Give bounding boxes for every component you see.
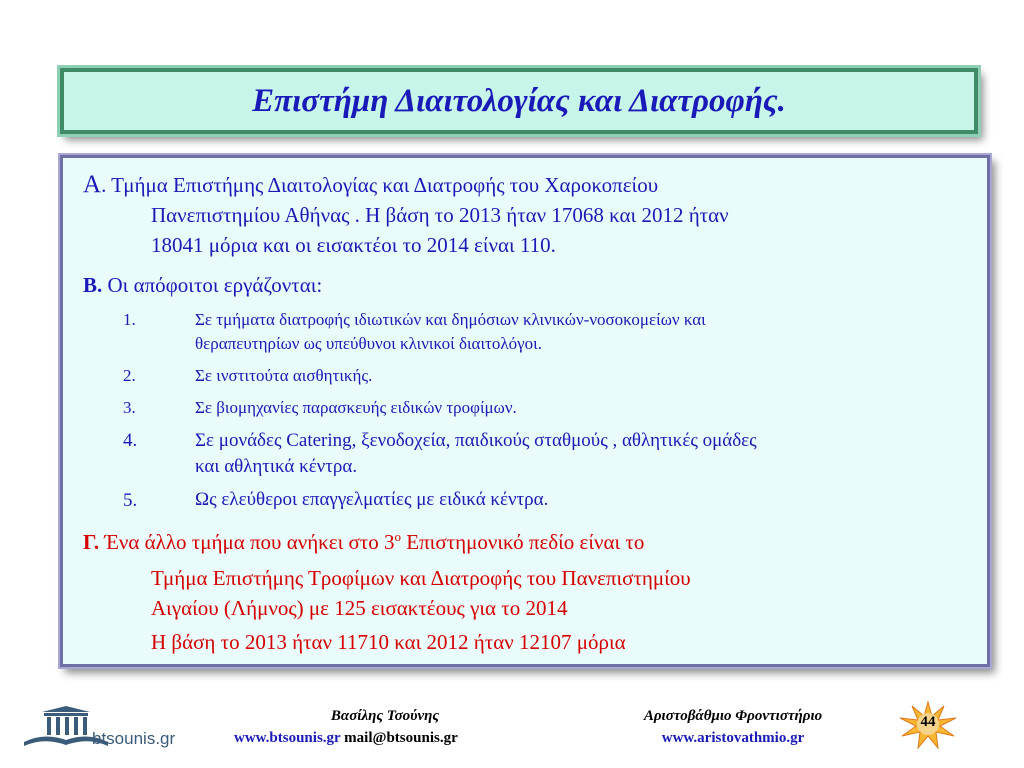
list-item-line1: Σε ινστιτούτα αισθητικής. xyxy=(195,366,373,385)
section-b xyxy=(83,270,963,300)
list-item-number: 2. xyxy=(123,366,136,385)
list-item-line1: Σε τμήματα διατροφής ιδιωτικών και δημόσιων κλινικών-νοσοκομείων και xyxy=(195,310,706,329)
list-item-line2: θεραπευτηρίων ως υπεύθυνοι κλινικοί διαιτολόγοι. xyxy=(195,334,542,353)
section-b-text: Οι απόφοιτοι εργάζονται: xyxy=(102,273,323,297)
slide-title: Επιστήμη Διαιτολογίας και Διατροφής. xyxy=(252,82,786,119)
section-c-line3: Αιγαίου (Λήμνος) με 125 εισακτέους για το 2014 xyxy=(151,596,568,620)
footer-org-link[interactable]: www.aristovathmio.gr xyxy=(661,730,805,746)
section-a-line1: . Τμήμα Επιστήμης Διαιτολογίας και Διατροφής του Χαροκοπείου xyxy=(101,173,659,197)
title-box xyxy=(60,68,978,134)
section-c-line2: Τμήμα Επιστήμης Τροφίμων και Διατροφής του Πανεπιστημίου xyxy=(151,566,691,590)
list-item-number: 1. xyxy=(123,310,136,329)
section-c xyxy=(83,522,963,657)
section-a-label: Α xyxy=(83,171,102,198)
section-b-label: Β. xyxy=(83,273,103,297)
footer-links xyxy=(234,730,458,747)
list-item-line2: και αθλητικά κέντρα. xyxy=(195,456,358,477)
list-item-number: 5. xyxy=(123,490,138,511)
list-item-line1: Σε μονάδες Catering, ξενοδοχεία, παιδικούς σταθμούς , αθλητικές ομάδες xyxy=(195,430,757,451)
footer-org: Αριστοβάθμιο Φροντιστήριο xyxy=(643,708,823,724)
section-a-line3: 18041 μόρια και οι εισακτέοι το 2014 είναι 110. xyxy=(151,233,556,257)
section-c-text-pre: Ένα άλλο τμήμα που ανήκει στο 3 xyxy=(99,530,395,554)
list-item-number: 4. xyxy=(123,430,138,451)
section-c-sup: ο xyxy=(394,529,401,544)
section-a-line2: Πανεπιστημίου Αθήνας . Η βάση το 2013 ήταν 17068 και 2012 ήταν xyxy=(151,203,729,227)
footer-site-link[interactable]: www.btsounis.gr xyxy=(234,730,341,746)
section-c-line4: Η βάση το 2013 ήταν 11710 και 2012 ήταν 12107 μόρια xyxy=(151,630,626,654)
page-number: 44 xyxy=(920,714,936,730)
list-item-line1: Ως ελεύθεροι επαγγελματίες με ειδικά κέντρα. xyxy=(195,489,549,510)
footer-mail[interactable]: mail@btsounis.gr xyxy=(344,730,458,746)
list-item-line1: Σε βιομηχανίες παρασκευής ειδικών τροφίμων. xyxy=(195,398,517,417)
section-c-text-post: Επιστημονικό πεδίο είναι το xyxy=(401,530,645,554)
content-box xyxy=(60,155,990,667)
page-number-badge xyxy=(898,700,958,750)
list-item-number: 3. xyxy=(123,398,136,417)
section-a xyxy=(83,170,963,260)
logo-text: btsounis.gr xyxy=(92,729,176,748)
section-c-label: Γ. xyxy=(83,530,100,554)
footer-author: Βασίλης Τσούνης xyxy=(330,708,440,724)
